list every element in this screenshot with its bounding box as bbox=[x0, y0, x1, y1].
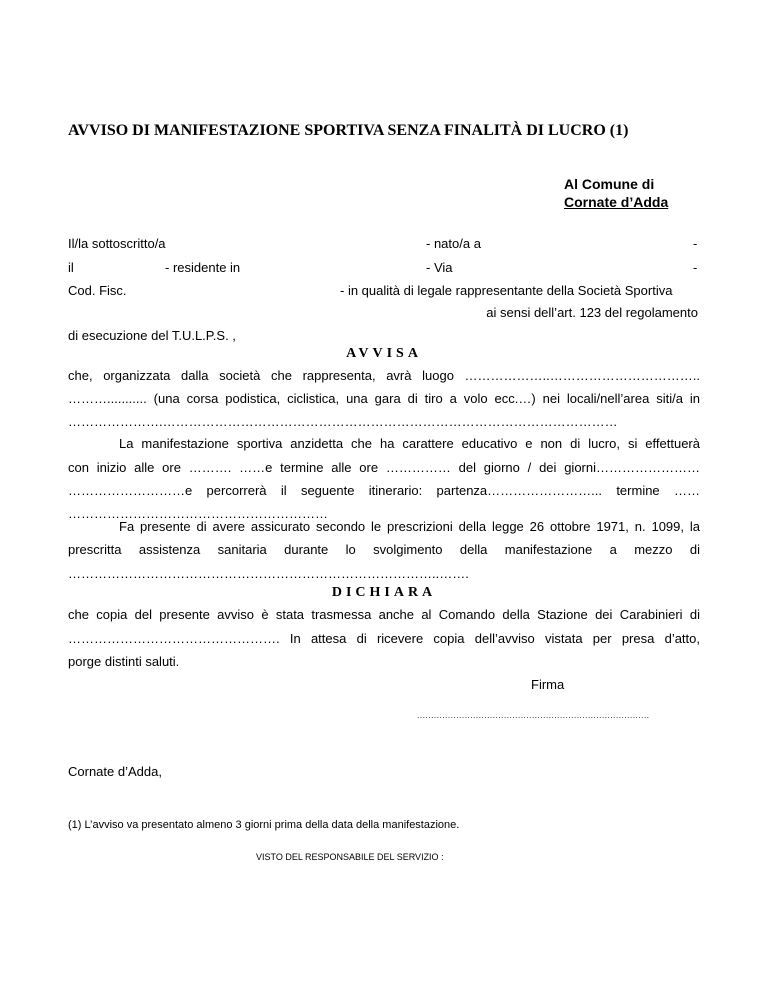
dichiara-line-2: …………………………………………. In attesa di ricevere copia dell’avviso vistata per presa d’atto, bbox=[68, 631, 700, 646]
para2-line-1: Fa presente di avere assicurato secondo le prescrizioni della legge 26 ottobre 1971, n. 1099, la bbox=[119, 519, 700, 534]
para1-line-3: ………………………e percorrerà il seguente itinerario: partenza……………………... termine …… bbox=[68, 483, 700, 498]
codfisc-label: Cod. Fisc. bbox=[68, 283, 127, 298]
dash-2: - bbox=[693, 260, 698, 275]
avvisa-line-3: ………………….…………………………………………………………………………………………… bbox=[68, 414, 618, 429]
residente-label: - residente in bbox=[165, 260, 241, 275]
avvisa-line-2: ………........... (una corsa podistica, ciclistica, una gara di tiro a volo ecc.…) nei locali/nell’area siti/a in bbox=[68, 391, 700, 406]
sottoscritto-label: Il/la sottoscritto/a bbox=[68, 236, 166, 251]
dash-1: - bbox=[693, 236, 698, 251]
via-label: - Via bbox=[426, 260, 453, 275]
para2-line-2: prescritta assistenza sanitaria durante lo svolgimento della manifestazione a mezzo di bbox=[68, 542, 700, 557]
nato-label: - nato/a a bbox=[426, 236, 481, 251]
recipient-line1: Al Comune di bbox=[564, 176, 655, 192]
para1-line-4: …………………………………………………… bbox=[68, 506, 328, 521]
signature-label: Firma bbox=[531, 677, 565, 692]
dichiara-line-3: porge distinti saluti. bbox=[68, 654, 180, 669]
qualita-label: - in qualità di legale rappresentante della Società Sportiva bbox=[340, 283, 673, 298]
dichiara-heading: DICHIARA bbox=[331, 585, 437, 600]
avvisa-heading: AVVISA bbox=[346, 346, 422, 361]
il-label: il bbox=[68, 260, 74, 275]
place-text: Cornate d’Adda, bbox=[68, 764, 162, 779]
recipient-line2: Cornate d’Adda bbox=[564, 194, 669, 210]
para1-line-1: La manifestazione sportiva anzidetta che ha carattere educativo e non di lucro, si effettuerà bbox=[119, 436, 700, 451]
esecuzione-text: di esecuzione del T.U.L.P.S. , bbox=[68, 328, 236, 343]
footnote: (1) L’avviso va presentato almeno 3 giorni prima della data della manifestazione. bbox=[68, 819, 460, 831]
para1-line-2: con inizio alle ore ………. ……e termine alle ore …………… del giorno / dei giorni…………………… bbox=[68, 460, 700, 475]
signature-line: ................................................................................... bbox=[417, 710, 650, 720]
visto-label: VISTO DEL RESPONSABILE DEL SERVIZIO : bbox=[256, 852, 444, 862]
para2-line-3: …………………………………………………………………………..……. bbox=[68, 566, 469, 581]
dichiara-line-1: che copia del presente avviso è stata trasmessa anche al Comando della Stazione dei Carabinieri di bbox=[68, 607, 700, 622]
document-title: AVVISO DI MANIFESTAZIONE SPORTIVA SENZA FINALITÀ DI LUCRO (1) bbox=[68, 122, 629, 139]
ai-sensi-text: ai sensi dell’art. 123 del regolamento bbox=[486, 305, 698, 320]
avvisa-line-1: che, organizzata dalla società che rappresenta, avrà luogo ………………..…………………………….. bbox=[68, 368, 700, 383]
